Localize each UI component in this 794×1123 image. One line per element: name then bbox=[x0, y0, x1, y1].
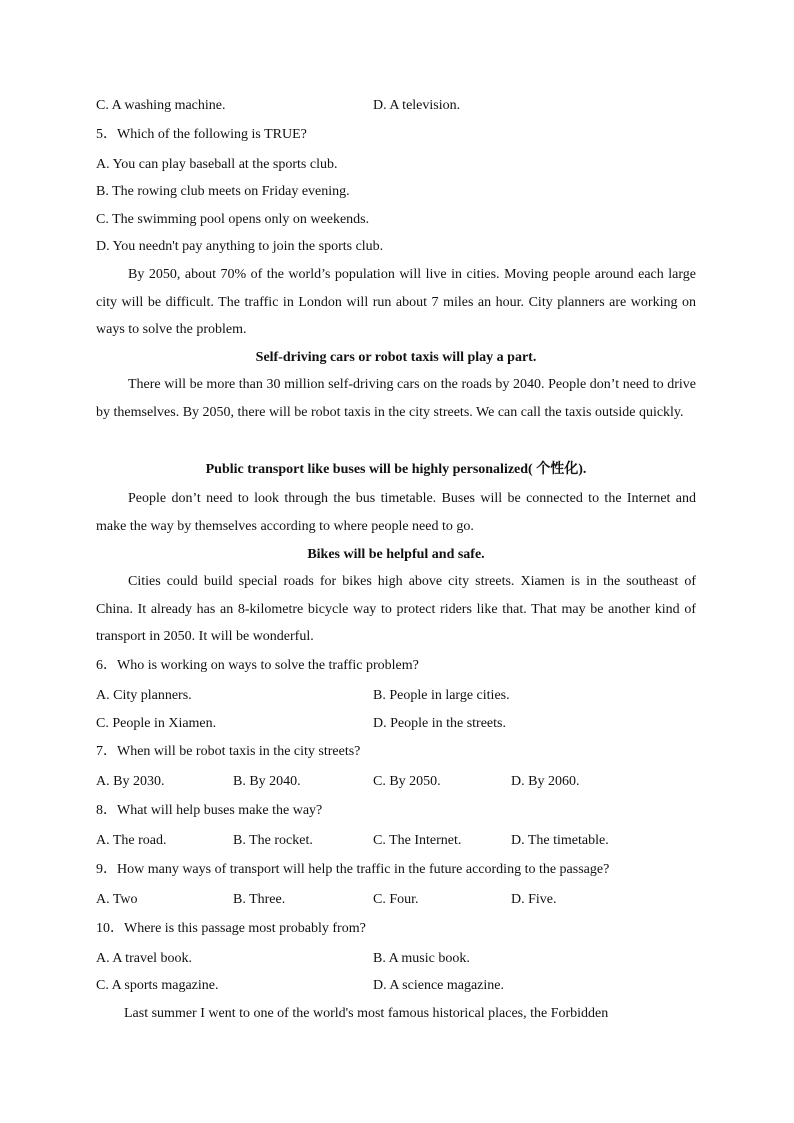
next-passage-start: Last summer I went to one of the world's most famous historical places, the Forbidden bbox=[124, 1006, 609, 1021]
q7-option-c: C. By 2050. bbox=[373, 774, 441, 789]
q9-question: 9．How many ways of transport will help the traffic in the future according to the passage? bbox=[96, 862, 610, 877]
q7-option-d: D. By 2060. bbox=[511, 774, 580, 789]
q6-question: 6．Who is working on ways to solve the traffic problem? bbox=[96, 658, 419, 673]
q6-option-d: D. People in the streets. bbox=[373, 716, 506, 731]
q8-option-a: A. The road. bbox=[96, 833, 167, 848]
passage-heading-1: Self-driving cars or robot taxis will play a part. bbox=[255, 350, 537, 365]
q8-question: 8．What will help buses make the way? bbox=[96, 803, 323, 818]
q9-option-c: C. Four. bbox=[373, 892, 419, 907]
q5-option-c: C. The swimming pool opens only on weekends. bbox=[96, 212, 370, 227]
q9-option-a: A. Two bbox=[96, 892, 138, 907]
q10-option-d: D. A science magazine. bbox=[373, 978, 505, 993]
passage-heading-2: Public transport like buses will be highly personalized( 个性化). bbox=[205, 462, 587, 477]
q5-option-d: D. You needn't pay anything to join the sports club. bbox=[96, 239, 384, 254]
q5-option-b: B. The rowing club meets on Friday evening. bbox=[96, 184, 350, 199]
q7-option-a: A. By 2030. bbox=[96, 774, 165, 789]
q8-option-c: C. The Internet. bbox=[373, 833, 462, 848]
q10-option-a: A. A travel book. bbox=[96, 951, 193, 966]
q4-option-d: D. A television. bbox=[373, 98, 461, 113]
passage-paragraph-3: Cities could build special roads for bikes high above city streets. Xiamen is in the southeast of China. It already has an 8-kilometre bicycle way to protect riders like that. That may be another kind of transport in 2050. It will be wonderful. bbox=[96, 574, 696, 645]
passage-paragraph-2: People don’t need to look through the bus timetable. Buses will be connected to the Internet and make the way by themselves according to where people need to go. bbox=[96, 491, 696, 534]
q8-option-b: B. The rocket. bbox=[233, 833, 313, 848]
q9-option-d: D. Five. bbox=[511, 892, 557, 907]
q6-option-b: B. People in large cities. bbox=[373, 688, 510, 703]
q7-option-b: B. By 2040. bbox=[233, 774, 301, 789]
q6-option-a: A. City planners. bbox=[96, 688, 192, 703]
q5-question: 5．Which of the following is TRUE? bbox=[96, 127, 307, 142]
q8-option-d: D. The timetable. bbox=[511, 833, 609, 848]
q4-option-c: C. A washing machine. bbox=[96, 98, 226, 113]
q10-option-c: C. A sports magazine. bbox=[96, 978, 219, 993]
q10-question: 10．Where is this passage most probably from? bbox=[96, 921, 366, 936]
q5-option-a: A. You can play baseball at the sports club. bbox=[96, 157, 338, 172]
q9-option-b: B. Three. bbox=[233, 892, 286, 907]
passage-intro: By 2050, about 70% of the world’s population will live in cities. Moving people around each large city will be difficult. The traffic in London will run about 7 miles an hour. City planners are working on ways to solve the problem. bbox=[96, 267, 696, 338]
passage-heading-3: Bikes will be helpful and safe. bbox=[307, 547, 485, 562]
q10-option-b: B. A music book. bbox=[373, 951, 470, 966]
q7-question: 7．When will be robot taxis in the city streets? bbox=[96, 744, 361, 759]
passage-paragraph-1: There will be more than 30 million self-driving cars on the roads by 2040. People don’t need to drive by themselves. By 2050, there will be robot taxis in the city streets. We can call the taxis outside quickly. bbox=[96, 377, 696, 420]
q6-option-c: C. People in Xiamen. bbox=[96, 716, 217, 731]
